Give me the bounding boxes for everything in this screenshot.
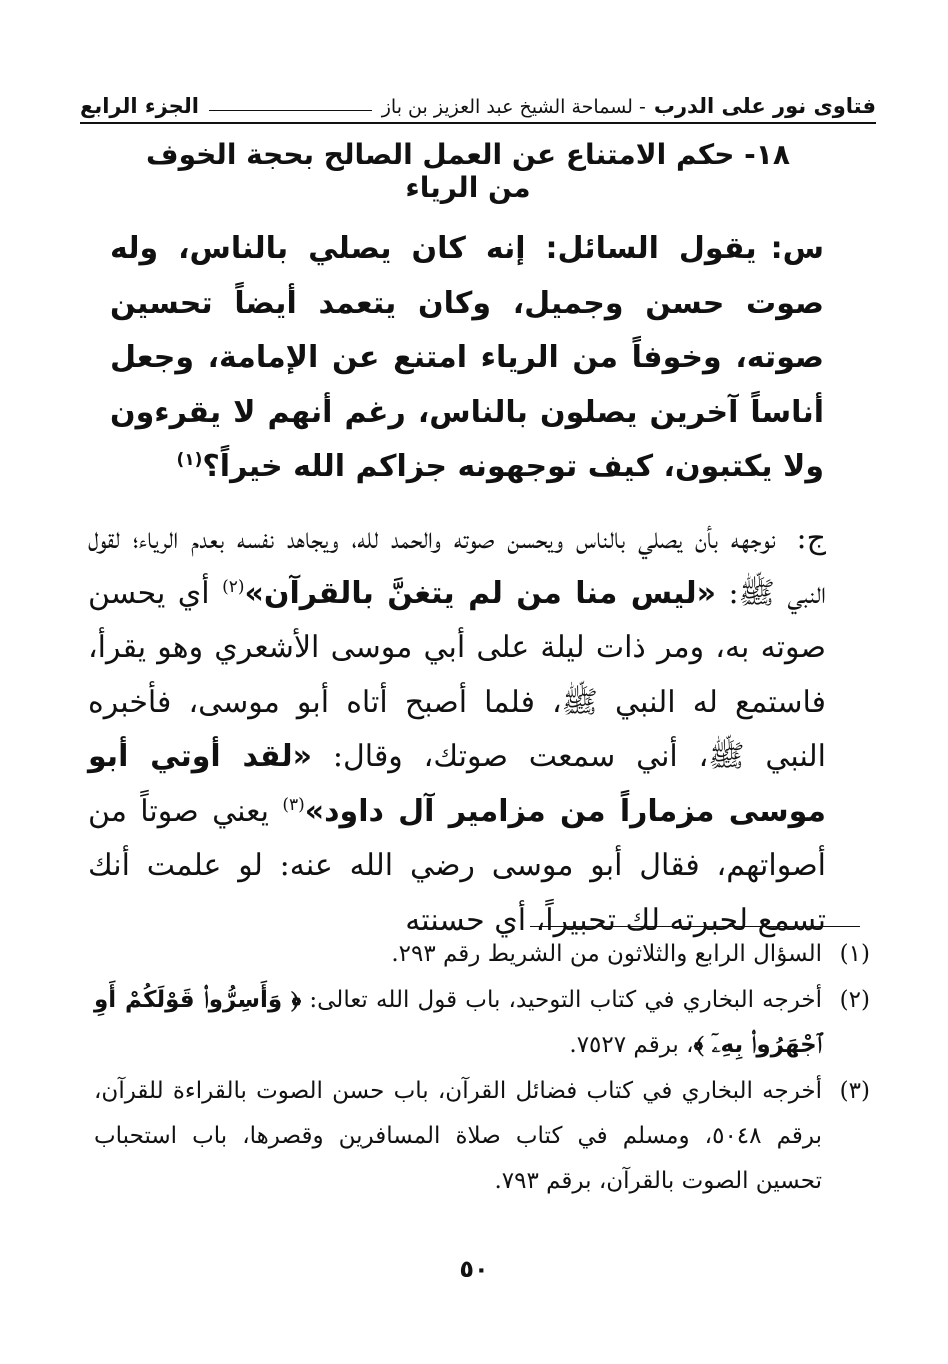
footnote-text: أخرجه البخاري في كتاب فضائل القرآن، باب حسن الصوت بالقراءة للقرآن، برقم ٥٠٤٨، ومسلم في كتاب صلاة المسافرين وقصرها، باب استحباب تحسين الصوت بالقرآن، برقم ٧٩٣. xyxy=(94,1078,822,1194)
answer-paragraph xyxy=(88,512,826,948)
hadith-quote: «لقد أوتي أبو موسى مزماراً من مزامير آل داود» xyxy=(88,739,826,829)
footnotes xyxy=(94,932,870,1205)
footnote-item xyxy=(94,978,870,1068)
author-name: - لسماحة الشيخ عبد العزيز بن باز xyxy=(381,96,646,118)
book-title: فتاوى نور على الدرب xyxy=(653,94,876,118)
page-number: ٥٠ xyxy=(459,1255,489,1283)
running-header xyxy=(80,84,876,124)
answer-label: ج: xyxy=(796,521,826,556)
footnote-number: (٣) xyxy=(839,1078,870,1104)
footnote-ref: (٢) xyxy=(222,576,245,597)
footnote-ref: (٣) xyxy=(282,794,305,815)
volume-part: الجزء الرابع xyxy=(80,94,199,118)
question-paragraph xyxy=(110,222,824,495)
footnote-ref: (١) xyxy=(176,450,203,470)
footnote-text: السؤال الرابع والثلاثون من الشريط رقم ٢٩٣. xyxy=(391,941,822,967)
footnote-number: (١) xyxy=(839,941,870,967)
answer-text: أي يحسن صوته به، ومر ذات ليلة على أبي موسى الأشعري وهو يقرأ، فاستمع له النبي ﷺ، فلما أصبح أتاه أبو موسى، فأخبره النبي ﷺ، أني سمعت صوتك، وقال: xyxy=(88,575,827,774)
header-dash xyxy=(209,110,372,111)
hadith-quote: «ليس منا من لم يتغنَّ بالقرآن» xyxy=(244,575,716,611)
section-title: ١٨- حكم الامتناع عن العمل الصالح بحجة الخوف من الرياء xyxy=(146,138,790,204)
footnote-text: أخرجه البخاري في كتاب التوحيد، باب قول الله تعالى: xyxy=(309,987,823,1013)
footnote-item xyxy=(94,932,870,977)
answer-text: نوجهه بأن يصلي بالناس ويحسن صوته والحمد لله، ويجاهد نفسه بعدم الرياء؛ لقول النبي ﷺ: xyxy=(88,521,826,611)
answer-text: يعني صوتاً من أصواتهم، فقال أبو موسى رضي الله عنه: لو علمت أنك تسمع لحبرته لك تحبيراً، أي حسنته xyxy=(88,793,826,938)
footnote-separator xyxy=(530,926,860,927)
footnote-item xyxy=(94,1069,870,1204)
footnote-number: (٢) xyxy=(839,987,870,1013)
quran-verse: ﴿ وَأَسِرُّوا۟ قَوْلَكُمْ أَوِ ٱجْهَرُوا۟ بِهِۦٓ ﴾ xyxy=(94,987,822,1058)
footnote-text: ، برقم ٧٥٢٧. xyxy=(569,1032,694,1058)
question-text: يقول السائل: إنه كان يصلي بالناس، وله صوت حسن وجميل، وكان يتعمد أيضاً تحسين صوته، وخوفاً من الرياء امتنع عن الإمامة، وجعل أناساً آخرين يصلون بالناس، رغم أنهم لا يقرءون ولا يكتبون، كيف توجهونه جزاكم الله خيراً؟ xyxy=(110,231,824,484)
question-label: س: xyxy=(770,231,824,266)
